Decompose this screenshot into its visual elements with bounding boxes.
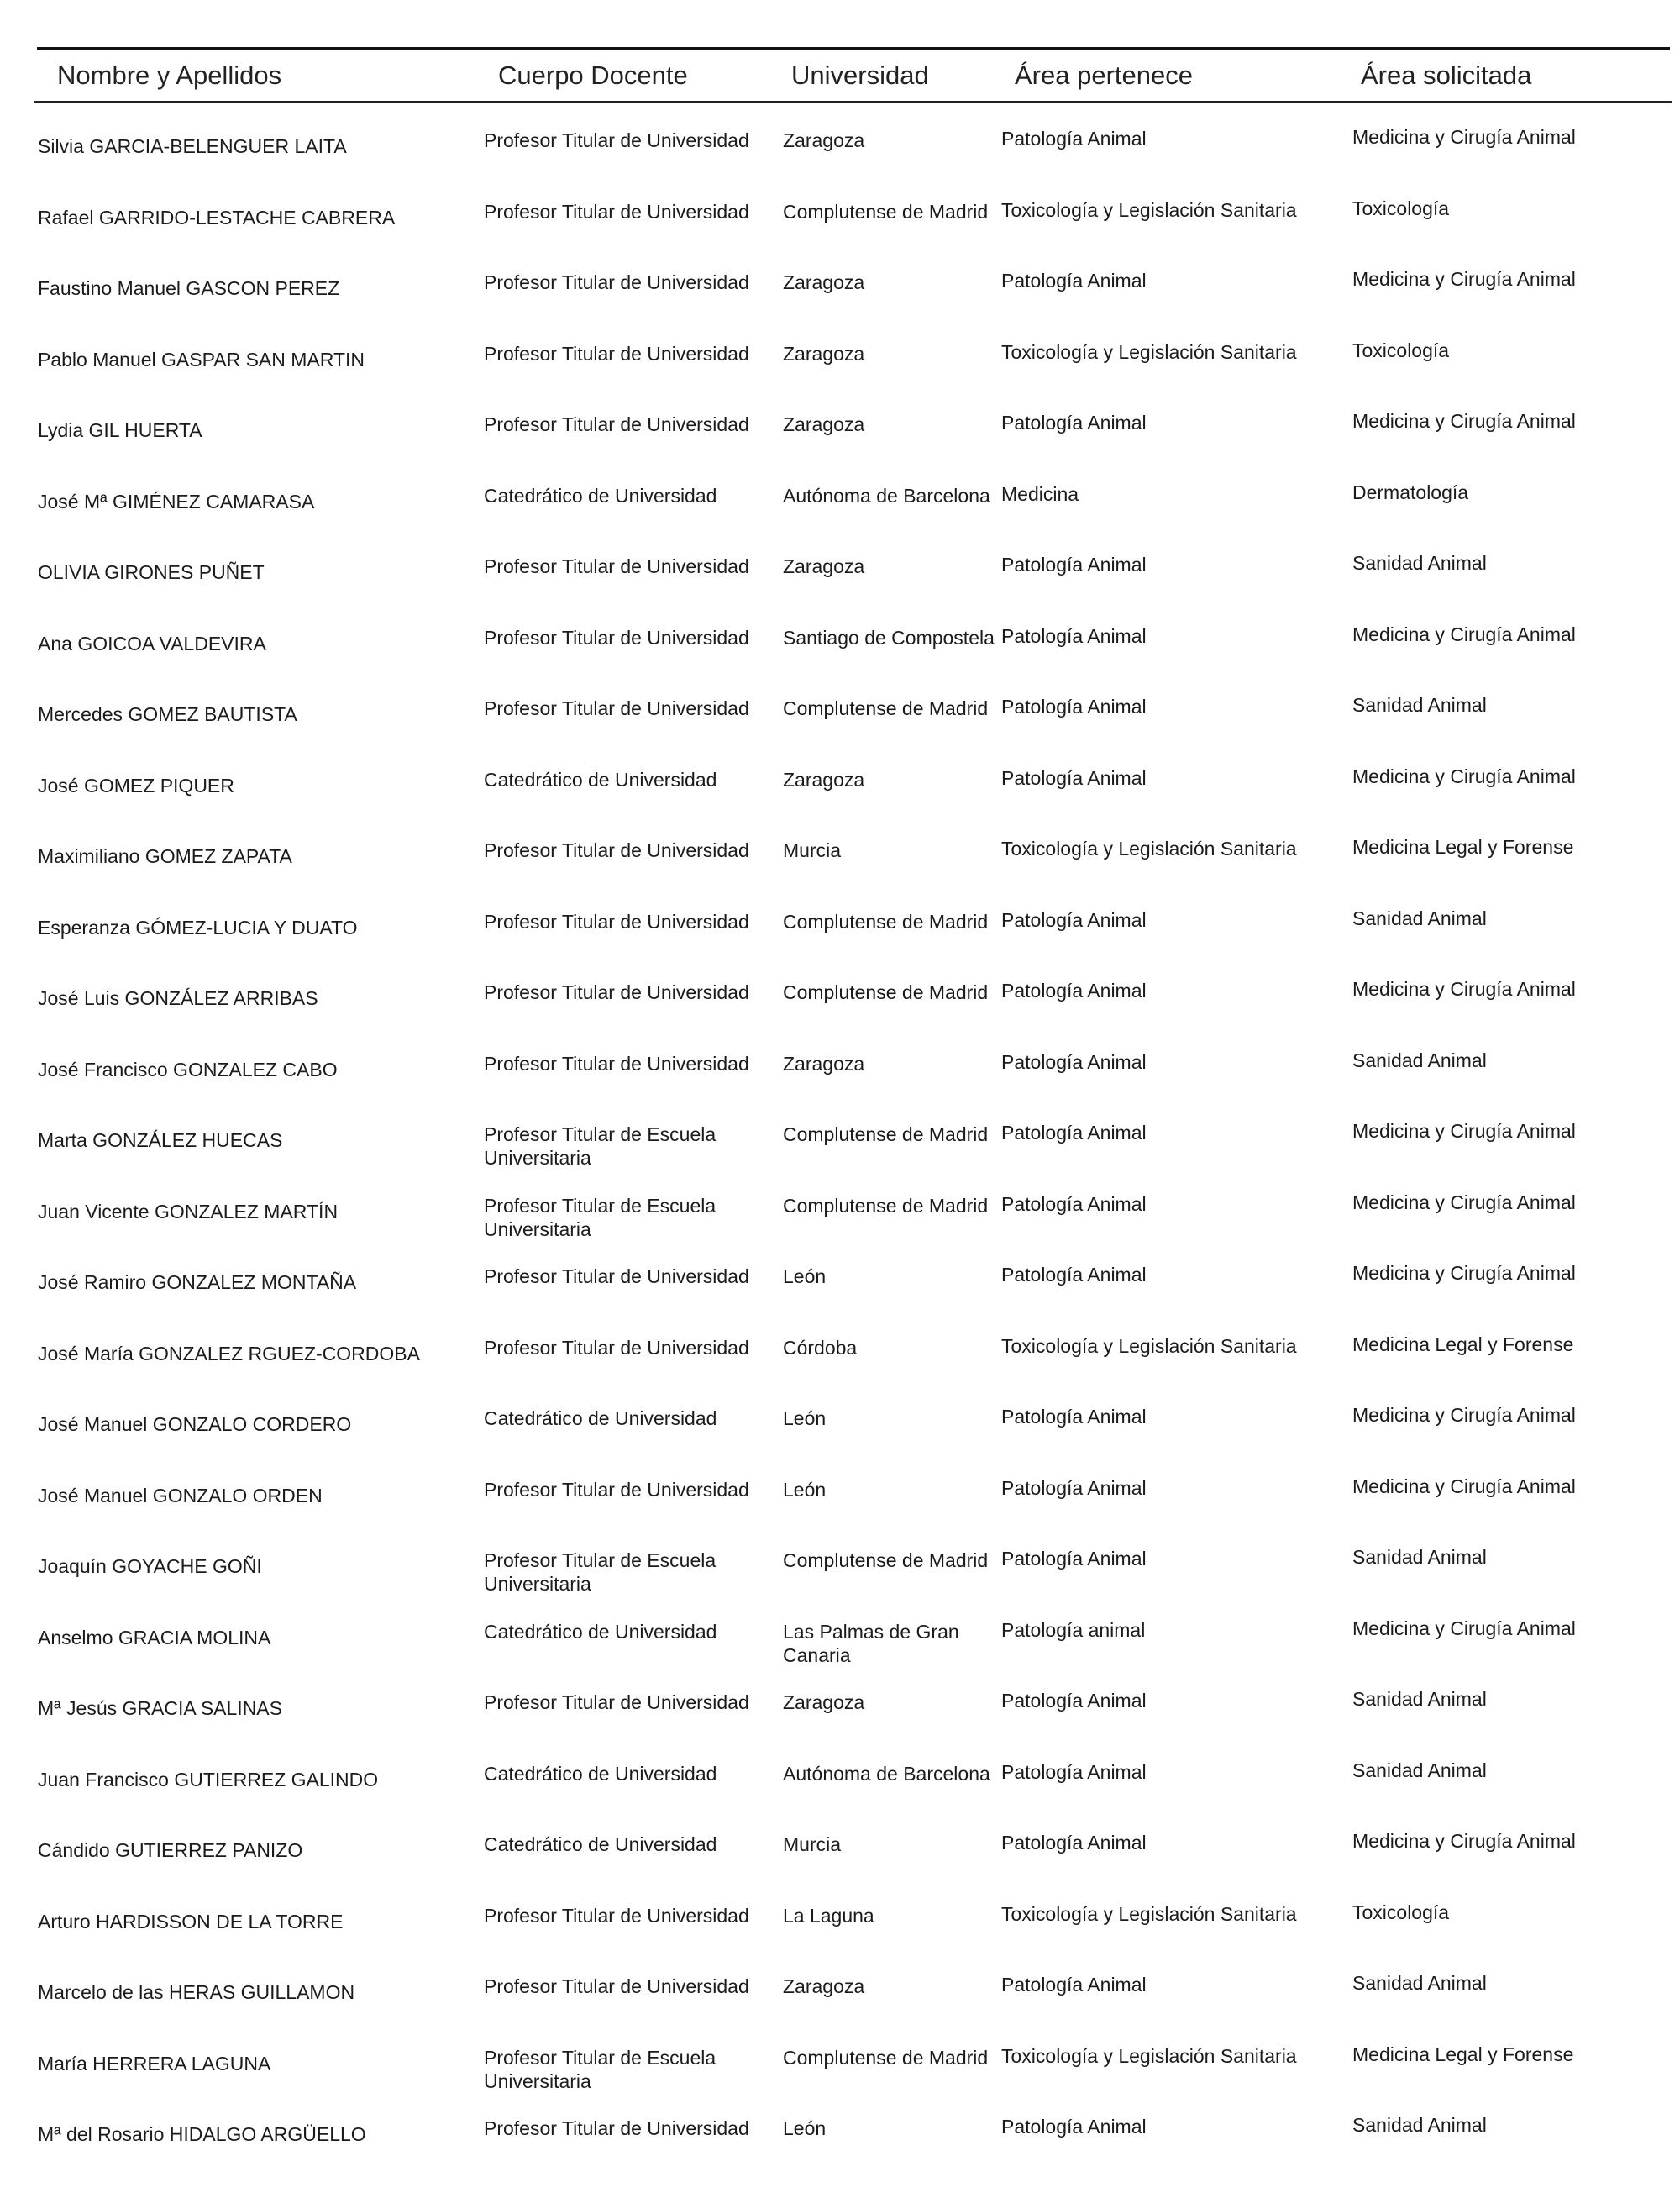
cell-nombre: José María GONZALEZ RGUEZ-CORDOBA xyxy=(38,1342,420,1365)
cell-nombre: José Francisco GONZALEZ CABO xyxy=(38,1058,338,1081)
table-row xyxy=(0,1970,1680,2042)
cell-cuerpo-docente: Profesor Titular de Universidad xyxy=(484,342,749,365)
cell-universidad: Zaragoza xyxy=(783,342,865,365)
cell-area-solicitada: Medicina y Cirugía Animal xyxy=(1352,410,1576,432)
table-row xyxy=(0,1260,1680,1332)
cell-cuerpo-docente: Profesor Titular de Universidad xyxy=(484,839,749,861)
cell-universidad: Complutense de Madrid xyxy=(783,910,989,933)
cell-area-pertenece: Patología Animal xyxy=(1001,1192,1147,1215)
cell-nombre: Marcelo de las HERAS GUILLAMON xyxy=(38,1981,355,2003)
cell-area-solicitada: Medicina y Cirugía Animal xyxy=(1352,623,1576,645)
cell-universidad: Autónoma de Barcelona xyxy=(783,1762,990,1785)
cell-area-solicitada: Toxicología xyxy=(1352,339,1450,361)
cell-nombre: Joaquín GOYACHE GOÑI xyxy=(38,1555,262,1577)
cell-nombre: Ana GOICOA VALDEVIRA xyxy=(38,632,266,655)
cell-nombre: Juan Francisco GUTIERREZ GALINDO xyxy=(38,1768,379,1790)
table-row xyxy=(0,764,1680,835)
table-row xyxy=(0,692,1680,764)
cell-universidad: Complutense de Madrid xyxy=(783,1549,989,1571)
cell-area-pertenece: Toxicología y Legislación Sanitaria xyxy=(1001,838,1297,860)
cell-nombre: Faustino Manuel GASCON PEREZ xyxy=(38,277,340,299)
cell-cuerpo-docente: Profesor Titular de Universidad xyxy=(484,1975,749,1997)
cell-cuerpo-docente: Profesor Titular de Universidad xyxy=(484,1336,749,1359)
cell-universidad: Zaragoza xyxy=(783,271,865,293)
table-row xyxy=(0,338,1680,409)
cell-area-pertenece: Patología Animal xyxy=(1001,624,1147,647)
cell-universidad: Zaragoza xyxy=(783,555,865,577)
cell-cuerpo-docente: Catedrático de Universidad xyxy=(484,1407,717,1429)
cell-area-solicitada: Toxicología xyxy=(1352,1901,1450,1923)
table-row xyxy=(0,2112,1680,2184)
cell-cuerpo-docente: Profesor Titular de Universidad xyxy=(484,1265,749,1287)
cell-area-solicitada: Medicina y Cirugía Animal xyxy=(1352,1191,1576,1213)
cell-cuerpo-docente: Profesor Titular de Universidad xyxy=(484,1478,749,1501)
cell-area-pertenece: Patología Animal xyxy=(1001,1476,1147,1499)
cell-area-solicitada: Medicina y Cirugía Animal xyxy=(1352,1262,1576,1284)
cell-cuerpo-docente: Catedrático de Universidad xyxy=(484,1620,717,1643)
cell-area-solicitada: Sanidad Animal xyxy=(1352,1759,1487,1781)
cell-universidad: Las Palmas de Gran Canaria xyxy=(783,1620,959,1666)
cell-universidad: La Laguna xyxy=(783,1904,874,1927)
header-area-pertenece: Área pertenece xyxy=(1015,60,1193,90)
cell-nombre: Rafael GARRIDO-LESTACHE CABRERA xyxy=(38,206,396,229)
table-row xyxy=(0,550,1680,622)
cell-area-solicitada: Medicina y Cirugía Animal xyxy=(1352,978,1576,1000)
cell-area-solicitada: Medicina y Cirugía Animal xyxy=(1352,1617,1576,1639)
cell-universidad: Zaragoza xyxy=(783,413,865,435)
cell-area-solicitada: Sanidad Animal xyxy=(1352,1049,1487,1071)
header-rule xyxy=(34,101,1672,103)
cell-cuerpo-docente: Profesor Titular de Universidad xyxy=(484,910,749,933)
cell-nombre: Arturo HARDISSON DE LA TORRE xyxy=(38,1910,344,1932)
header-nombre: Nombre y Apellidos xyxy=(57,60,282,90)
cell-area-pertenece: Toxicología y Legislación Sanitaria xyxy=(1001,340,1297,363)
cell-universidad: Murcia xyxy=(783,839,842,861)
cell-universidad: León xyxy=(783,2117,827,2139)
cell-nombre: Cándido GUTIERREZ PANIZO xyxy=(38,1839,303,1861)
cell-universidad: Complutense de Madrid xyxy=(783,200,989,223)
cell-cuerpo-docente: Profesor Titular de Universidad xyxy=(484,129,749,151)
cell-area-pertenece: Medicina xyxy=(1001,482,1079,505)
cell-area-pertenece: Patología animal xyxy=(1001,1618,1146,1641)
cell-nombre: Pablo Manuel GASPAR SAN MARTIN xyxy=(38,348,365,371)
cell-cuerpo-docente: Profesor Titular de Universidad xyxy=(484,555,749,577)
header-cuerpo: Cuerpo Docente xyxy=(498,60,688,90)
cell-area-pertenece: Patología Animal xyxy=(1001,128,1147,150)
cell-area-pertenece: Toxicología y Legislación Sanitaria xyxy=(1001,1334,1297,1357)
cell-universidad: León xyxy=(783,1478,827,1501)
table-row xyxy=(0,976,1680,1048)
cell-cuerpo-docente: Catedrático de Universidad xyxy=(484,1833,717,1855)
cell-cuerpo-docente: Catedrático de Universidad xyxy=(484,1762,717,1785)
cell-universidad: Autónoma de Barcelona xyxy=(783,484,990,507)
cell-nombre: Anselmo GRACIA MOLINA xyxy=(38,1626,271,1648)
cell-area-solicitada: Medicina y Cirugía Animal xyxy=(1352,1404,1576,1426)
cell-area-pertenece: Patología Animal xyxy=(1001,270,1147,292)
cell-universidad: León xyxy=(783,1265,827,1287)
cell-area-solicitada: Sanidad Animal xyxy=(1352,694,1487,716)
cell-universidad: Complutense de Madrid xyxy=(783,1123,989,1145)
cell-universidad: Zaragoza xyxy=(783,1691,865,1713)
cell-nombre: José Ramiro GONZALEZ MONTAÑA xyxy=(38,1271,357,1293)
cell-cuerpo-docente: Profesor Titular de Universidad xyxy=(484,1052,749,1075)
top-rule xyxy=(37,47,1670,50)
cell-nombre: José Manuel GONZALO CORDERO xyxy=(38,1413,352,1435)
cell-area-pertenece: Patología Animal xyxy=(1001,1122,1147,1144)
cell-area-solicitada: Medicina y Cirugía Animal xyxy=(1352,126,1576,148)
cell-area-solicitada: Sanidad Animal xyxy=(1352,2114,1487,2136)
cell-area-pertenece: Patología Animal xyxy=(1001,1548,1147,1570)
table-row xyxy=(0,1332,1680,1403)
cell-area-solicitada: Medicina Legal y Forense xyxy=(1352,836,1574,858)
cell-area-pertenece: Patología Animal xyxy=(1001,696,1147,718)
cell-area-solicitada: Sanidad Animal xyxy=(1352,1972,1487,1994)
cell-cuerpo-docente: Profesor Titular de Universidad xyxy=(484,981,749,1003)
table-row xyxy=(0,1474,1680,1545)
cell-cuerpo-docente: Profesor Titular de Universidad xyxy=(484,271,749,293)
table-row xyxy=(0,1758,1680,1829)
cell-cuerpo-docente: Profesor Titular de Escuela Universitaria xyxy=(484,1123,717,1169)
cell-area-solicitada: Medicina y Cirugía Animal xyxy=(1352,1120,1576,1142)
cell-area-pertenece: Patología Animal xyxy=(1001,1832,1147,1854)
cell-area-pertenece: Patología Animal xyxy=(1001,1406,1147,1428)
cell-area-pertenece: Patología Animal xyxy=(1001,412,1147,434)
cell-universidad: Complutense de Madrid xyxy=(783,2046,989,2069)
cell-nombre: José GOMEZ PIQUER xyxy=(38,774,234,797)
cell-universidad: Zaragoza xyxy=(783,1975,865,1997)
cell-cuerpo-docente: Catedrático de Universidad xyxy=(484,768,717,791)
cell-area-pertenece: Toxicología y Legislación Sanitaria xyxy=(1001,198,1297,221)
cell-nombre: Juan Vicente GONZALEZ MARTÍN xyxy=(38,1200,339,1223)
table-row xyxy=(0,1900,1680,1971)
table-body xyxy=(0,124,1680,2184)
cell-cuerpo-docente: Profesor Titular de Escuela Universitaria xyxy=(484,1194,717,1240)
cell-area-solicitada: Sanidad Animal xyxy=(1352,907,1487,929)
cell-area-pertenece: Patología Animal xyxy=(1001,1050,1147,1073)
table-row xyxy=(0,480,1680,551)
cell-universidad: Complutense de Madrid xyxy=(783,1194,989,1217)
table-row xyxy=(0,906,1680,977)
cell-cuerpo-docente: Profesor Titular de Universidad xyxy=(484,2117,749,2139)
cell-cuerpo-docente: Profesor Titular de Universidad xyxy=(484,626,749,649)
cell-cuerpo-docente: Profesor Titular de Universidad xyxy=(484,200,749,223)
cell-area-pertenece: Toxicología y Legislación Sanitaria xyxy=(1001,1902,1297,1925)
cell-nombre: Silvia GARCIA-BELENGUER LAITA xyxy=(38,135,347,157)
table-row xyxy=(0,1686,1680,1758)
cell-universidad: Córdoba xyxy=(783,1336,858,1359)
cell-area-solicitada: Medicina y Cirugía Animal xyxy=(1352,1830,1576,1852)
table-row xyxy=(0,408,1680,480)
cell-nombre: José Manuel GONZALO ORDEN xyxy=(38,1484,323,1507)
cell-cuerpo-docente: Profesor Titular de Universidad xyxy=(484,413,749,435)
cell-nombre: María HERRERA LAGUNA xyxy=(38,2052,271,2074)
cell-nombre: Mª del Rosario HIDALGO ARGÜELLO xyxy=(38,2123,366,2145)
table-row xyxy=(0,1190,1680,1261)
cell-universidad: Zaragoza xyxy=(783,768,865,791)
cell-area-pertenece: Patología Animal xyxy=(1001,554,1147,576)
cell-area-solicitada: Medicina y Cirugía Animal xyxy=(1352,765,1576,787)
cell-nombre: Mercedes GOMEZ BAUTISTA xyxy=(38,703,297,725)
cell-nombre: Marta GONZÁLEZ HUECAS xyxy=(38,1129,283,1151)
cell-area-pertenece: Patología Animal xyxy=(1001,980,1147,1002)
cell-universidad: Complutense de Madrid xyxy=(783,697,989,719)
table-row xyxy=(0,1402,1680,1474)
cell-area-pertenece: Patología Animal xyxy=(1001,1264,1147,1286)
cell-area-solicitada: Sanidad Animal xyxy=(1352,1688,1487,1710)
cell-universidad: Zaragoza xyxy=(783,129,865,151)
cell-nombre: José Luis GONZÁLEZ ARRIBAS xyxy=(38,987,318,1009)
cell-area-solicitada: Medicina Legal y Forense xyxy=(1352,1333,1574,1355)
cell-universidad: Murcia xyxy=(783,1833,842,1855)
cell-universidad: Santiago de Compostela xyxy=(783,626,995,649)
table-row xyxy=(0,1828,1680,1900)
table-row xyxy=(0,124,1680,196)
cell-area-solicitada: Toxicología xyxy=(1352,197,1450,219)
table-row xyxy=(0,2042,1680,2113)
cell-cuerpo-docente: Profesor Titular de Escuela Universitaria xyxy=(484,1549,717,1595)
table-row xyxy=(0,1616,1680,1687)
table-row xyxy=(0,834,1680,906)
cell-area-pertenece: Patología Animal xyxy=(1001,766,1147,789)
cell-cuerpo-docente: Profesor Titular de Universidad xyxy=(484,1904,749,1927)
cell-nombre: Esperanza GÓMEZ-LUCIA Y DUATO xyxy=(38,916,358,939)
cell-area-solicitada: Medicina Legal y Forense xyxy=(1352,2043,1574,2065)
table-row xyxy=(0,1544,1680,1616)
header-universidad: Universidad xyxy=(791,60,929,90)
table-row xyxy=(0,196,1680,267)
cell-area-pertenece: Patología Animal xyxy=(1001,1760,1147,1783)
cell-cuerpo-docente: Profesor Titular de Universidad xyxy=(484,1691,749,1713)
cell-area-pertenece: Toxicología y Legislación Sanitaria xyxy=(1001,2044,1297,2067)
cell-area-solicitada: Sanidad Animal xyxy=(1352,552,1487,574)
table-row xyxy=(0,622,1680,693)
header-area-solicitada: Área solicitada xyxy=(1361,60,1532,90)
table-row xyxy=(0,266,1680,338)
cell-area-solicitada: Dermatología xyxy=(1352,481,1469,503)
cell-area-solicitada: Sanidad Animal xyxy=(1352,1546,1487,1568)
cell-area-pertenece: Patología Animal xyxy=(1001,1690,1147,1712)
cell-nombre: OLIVIA GIRONES PUÑET xyxy=(38,561,265,583)
cell-area-solicitada: Medicina y Cirugía Animal xyxy=(1352,1475,1576,1497)
cell-area-pertenece: Patología Animal xyxy=(1001,908,1147,931)
table-row xyxy=(0,1048,1680,1119)
cell-area-pertenece: Patología Animal xyxy=(1001,1974,1147,1996)
cell-nombre: Mª Jesús GRACIA SALINAS xyxy=(38,1697,282,1719)
cell-nombre: Lydia GIL HUERTA xyxy=(38,419,202,441)
cell-universidad: Complutense de Madrid xyxy=(783,981,989,1003)
cell-area-solicitada: Medicina y Cirugía Animal xyxy=(1352,268,1576,290)
cell-cuerpo-docente: Profesor Titular de Escuela Universitaria xyxy=(484,2046,717,2092)
table-row xyxy=(0,1118,1680,1190)
cell-cuerpo-docente: Catedrático de Universidad xyxy=(484,484,717,507)
cell-universidad: Zaragoza xyxy=(783,1052,865,1075)
cell-nombre: José Mª GIMÉNEZ CAMARASA xyxy=(38,490,315,513)
cell-nombre: Maximiliano GOMEZ ZAPATA xyxy=(38,845,292,867)
cell-area-pertenece: Patología Animal xyxy=(1001,2116,1147,2138)
cell-universidad: León xyxy=(783,1407,827,1429)
cell-cuerpo-docente: Profesor Titular de Universidad xyxy=(484,697,749,719)
